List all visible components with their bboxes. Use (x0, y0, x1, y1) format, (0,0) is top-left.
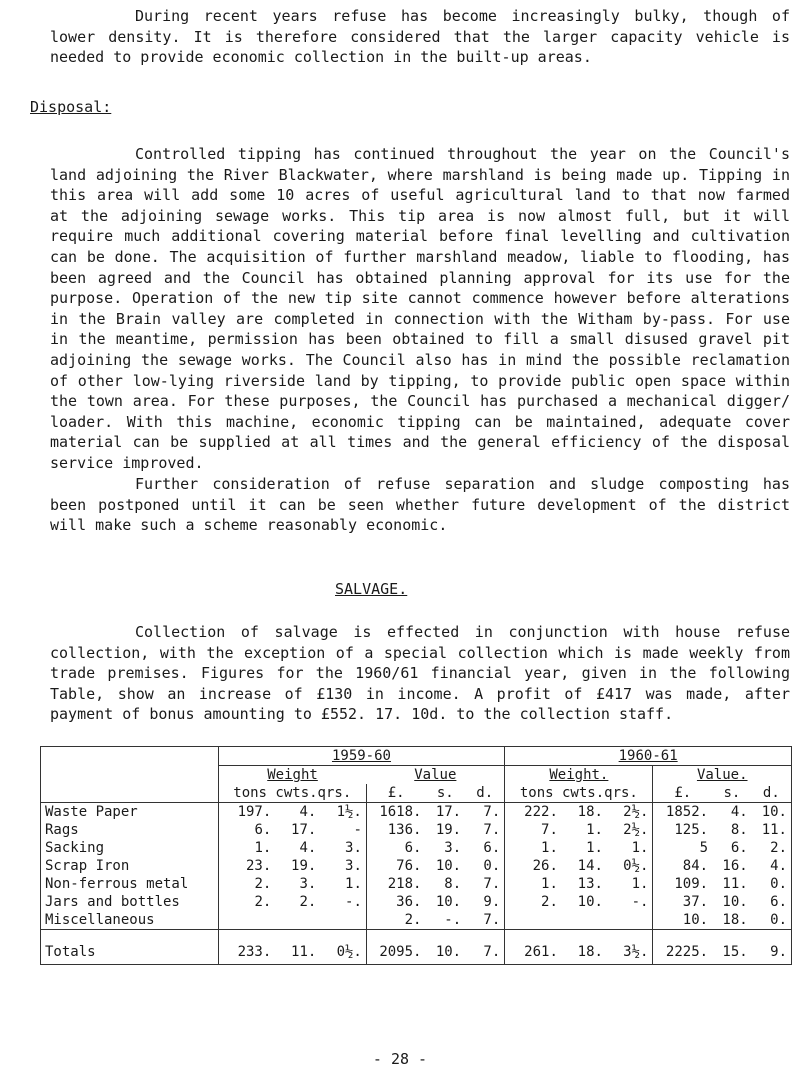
table-cell: 2. (752, 839, 792, 857)
table-cell: 136. (366, 821, 425, 839)
disposal-paragraph-1: Controlled tipping has continued throughout the year on the Council's land adjoining the River Blackwater, where marshland is being made up. Tipping in this area will add some 10 acres of useful agricultural land to that now farmed at the adjoining sewage works. This tip area is now almost full, but it will require much additional covering material before final levelling and cultivation can be done. The acquisition of further marshland meadow, liable to flooding, has been agreed and the Council has obtained planning approval for its use for the purpose. Operation of the new tip site cannot commence however before alterations in the Brain valley are completed in connection with the Witham by-pass. For use in the meantime, permission has been obtained to fill a small disused gravel pit adjoining the sewage works. The Council also has in mind the possible reclamation of other low-lying riverside land by tipping, to provide public open space within the town area. For these purposes, the Council has purchased a mechanical digger/ loader. With this machine, economic tipping can be maintained, adequate cover material can be supplied at all times and the general efficiency of the disposal service improved. (50, 145, 790, 472)
intro-paragraph: During recent years refuse has become increasingly bulky, though of lower density. It is therefore considered that the larger capacity vehicle is needed to provide economic collection in the built-up areas. (50, 7, 790, 67)
table-header-years (41, 747, 792, 766)
table-cell: 19. (435, 822, 462, 838)
table-cell: 1½. (336, 804, 362, 820)
table-cell: 8. (444, 876, 462, 892)
table-cell: 84. (653, 857, 712, 875)
table-cell: 2½. (623, 804, 649, 820)
table-cell: 10. (653, 911, 712, 930)
table-cell: 37. (653, 893, 712, 911)
table-cell: 1. (631, 840, 649, 856)
table-cell: 109. (653, 875, 712, 893)
salvage-paragraph: Collection of salvage is effected in conjunction with house refuse collection, with the exception of a special collection which is made weekly from trade premises. Figures for the 1960/61 financial year, given in the following Table, show an increase of £130 in income. A profit of £417 was made, after payment of bonus amounting to £552. 17. 10d. to the collection staff. (50, 623, 790, 724)
totals-row (41, 930, 792, 965)
salvage-table (40, 746, 792, 965)
units-pounds-1: £. (366, 784, 425, 803)
table-cell: 1. (254, 840, 272, 856)
table-cell: 1. (631, 876, 649, 892)
table-cell: 2225. (653, 930, 712, 965)
disposal-heading: Disposal: (30, 98, 112, 116)
table-cell: 4. (299, 804, 317, 820)
table-cell: 3. (345, 858, 362, 874)
table-cell (218, 911, 275, 930)
table-cell: 9. (483, 894, 501, 910)
table-cell: 7. (483, 804, 501, 820)
table-cell: 10. (752, 803, 792, 822)
table-cell: 6. (730, 840, 748, 856)
table-cell (275, 911, 320, 930)
table-cell: 13. (577, 876, 603, 892)
disposal-paragraph-2: Further consideration of refuse separation and sludge composting has been postponed until it can be seen whether future development of the district will make such a scheme reasonably economic. (50, 475, 790, 535)
table-cell: 8. (730, 822, 748, 838)
table-cell: 2½. (623, 822, 649, 838)
table-cell: 18. (712, 911, 752, 930)
table-cell: -. (425, 911, 465, 930)
salvage-table-body (41, 803, 792, 930)
table-cell: 1618. (366, 803, 425, 822)
table-row (41, 839, 792, 857)
table-cell: 76. (366, 857, 425, 875)
row-label: Rags (41, 821, 219, 839)
units-weight-1: tons cwts.qrs. (218, 784, 366, 803)
table-cell: 6. (752, 893, 792, 911)
table-cell: 2. (505, 893, 562, 911)
table-cell: 125. (653, 821, 712, 839)
table-cell: 222. (505, 803, 562, 822)
table-cell: 1. (505, 875, 562, 893)
table-cell: 15. (712, 930, 752, 965)
table-cell: 233. (218, 930, 275, 965)
table-cell: 11. (722, 876, 748, 892)
header-weight-1: Weight (218, 766, 366, 785)
table-cell: 10. (435, 858, 462, 874)
header-year-1: 1959-60 (218, 747, 505, 766)
table-row (41, 803, 792, 822)
table-cell: 2. (254, 894, 272, 910)
table-cell: 11. (275, 930, 320, 965)
table-cell: 4. (299, 840, 317, 856)
row-label: Sacking (41, 839, 219, 857)
table-cell: 7. (465, 911, 505, 930)
table-cell: 1. (586, 822, 603, 838)
table-cell: 26. (505, 857, 562, 875)
table-cell: 0½. (320, 930, 366, 965)
table-row (41, 911, 792, 930)
header-value-1: Value (366, 766, 504, 785)
table-row (41, 893, 792, 911)
table-cell: 2095. (366, 930, 425, 965)
table-cell: 7. (483, 876, 501, 892)
table-cell: 5 (653, 839, 712, 857)
table-cell: - (353, 822, 362, 838)
table-cell: 3. (345, 840, 362, 856)
table-cell: 2. (366, 911, 425, 930)
table-cell: 1. (345, 876, 362, 892)
row-label: Scrap Iron (41, 857, 219, 875)
table-cell: 19. (291, 858, 317, 874)
table-cell: 0½. (623, 858, 649, 874)
table-cell (505, 911, 562, 930)
table-cell: 14. (577, 858, 603, 874)
row-label: Waste Paper (41, 803, 219, 822)
table-cell: 2. (299, 894, 317, 910)
table-row (41, 821, 792, 839)
table-cell: 18. (577, 804, 603, 820)
row-label: Jars and bottles (41, 893, 219, 911)
table-cell: 0. (752, 875, 792, 893)
table-cell: 11. (752, 821, 792, 839)
table-row (41, 857, 792, 875)
table-cell: 3. (299, 876, 317, 892)
salvage-heading: SALVAGE. (335, 580, 408, 598)
units-pounds-2: £. (653, 784, 712, 803)
table-cell: 1. (505, 839, 562, 857)
salvage-table-totals (41, 930, 792, 965)
table-cell: 36. (366, 893, 425, 911)
units-shillings-1: s. (425, 784, 465, 803)
table-cell: 0. (752, 911, 792, 930)
table-cell: 9. (752, 930, 792, 965)
table-cell: 7. (505, 821, 562, 839)
table-cell: 4. (730, 804, 748, 820)
table-cell: 7. (465, 930, 505, 965)
row-label: Non-ferrous metal (41, 875, 219, 893)
page-number: - 28 - (372, 1050, 428, 1068)
table-corner-cell (41, 747, 219, 803)
table-cell: 197. (237, 804, 272, 820)
table-cell: 10. (722, 894, 748, 910)
row-label: Miscellaneous (41, 911, 219, 930)
units-shillings-2: s. (712, 784, 752, 803)
table-cell (320, 911, 366, 930)
table-cell: -. (345, 894, 362, 910)
table-cell: 4. (752, 857, 792, 875)
table-cell: 6. (366, 839, 425, 857)
table-cell: 218. (366, 875, 425, 893)
table-cell: -. (631, 894, 649, 910)
units-pence-1: d. (465, 784, 505, 803)
table-cell: 6. (254, 822, 272, 838)
header-year-2: 1960-61 (505, 747, 792, 766)
table-cell: 2. (254, 876, 272, 892)
table-cell: 3½. (607, 930, 653, 965)
table-cell: 18. (562, 930, 607, 965)
table-cell: 6. (483, 840, 501, 856)
table-cell: 10. (425, 930, 465, 965)
table-cell: 7. (483, 822, 501, 838)
table-cell: 10. (435, 894, 462, 910)
table-cell: 16. (722, 858, 748, 874)
units-weight-2: tons cwts.qrs. (505, 784, 653, 803)
units-pence-2: d. (752, 784, 792, 803)
table-row (41, 875, 792, 893)
header-value-2: Value. (653, 766, 792, 785)
header-weight-2: Weight. (505, 766, 653, 785)
table-cell: 0. (483, 858, 501, 874)
table-cell: 261. (505, 930, 562, 965)
table-cell: 17. (291, 822, 317, 838)
table-cell (562, 911, 607, 930)
table-cell: 17. (435, 804, 462, 820)
table-cell: 23. (246, 858, 272, 874)
table-cell (607, 911, 653, 930)
table-cell: 10. (577, 894, 603, 910)
table-cell: 1852. (653, 803, 712, 822)
table-cell: 3. (444, 840, 462, 856)
table-cell: 1. (586, 840, 603, 856)
row-label: Totals (41, 930, 219, 965)
